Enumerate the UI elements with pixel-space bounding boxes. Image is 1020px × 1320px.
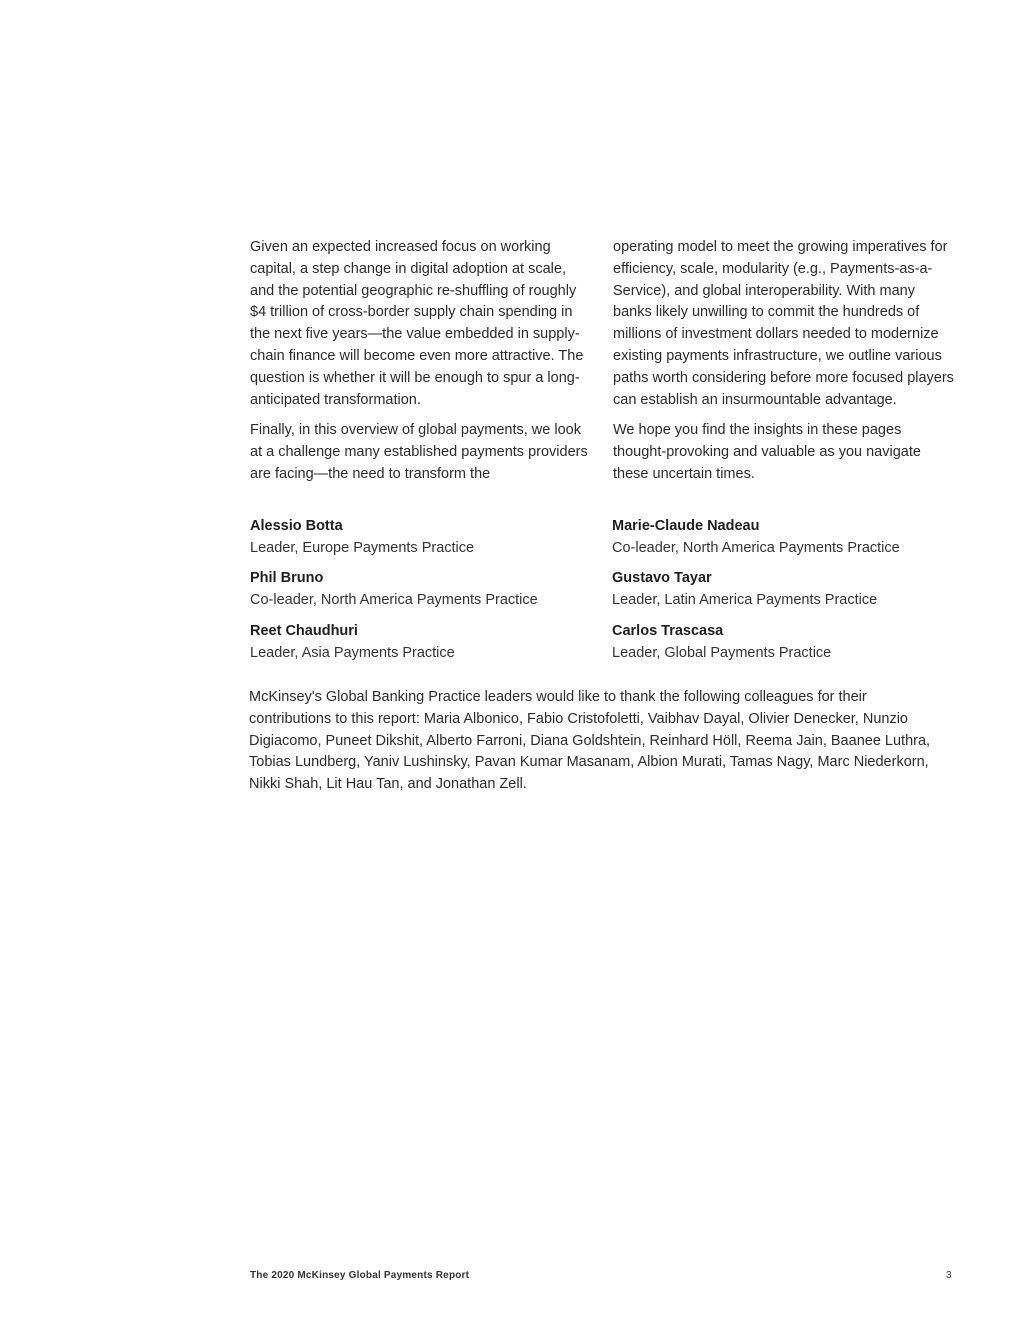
author-name: Reet Chaudhuri bbox=[250, 623, 358, 639]
author-role: Co-leader, North America Payments Practice bbox=[250, 591, 538, 608]
author-block bbox=[612, 568, 972, 612]
author-role: Co-leader, North America Payments Practice bbox=[612, 539, 900, 556]
body-column-left bbox=[250, 237, 592, 495]
author-role: Leader, Latin America Payments Practice bbox=[612, 591, 878, 608]
page-number: 3 bbox=[946, 1270, 952, 1281]
author-role: Leader, Asia Payments Practice bbox=[250, 644, 455, 661]
author-role: Leader, Global Payments Practice bbox=[612, 644, 832, 661]
body-column-right bbox=[613, 237, 955, 495]
body-paragraph: Finally, in this overview of global payments, we look at a challenge many established payments providers are facing—the need to transform the bbox=[250, 422, 588, 482]
author-name: Alessio Botta bbox=[250, 518, 343, 534]
footer-report-title: The 2020 McKinsey Global Payments Report bbox=[250, 1270, 470, 1281]
author-block bbox=[250, 621, 610, 665]
author-block bbox=[612, 516, 972, 560]
body-paragraph: We hope you find the insights in these pages thought-provoking and valuable as you navigate these uncertain times. bbox=[613, 422, 921, 482]
author-block bbox=[612, 621, 972, 665]
acknowledgement-paragraph: McKinsey's Global Banking Practice leaders would like to thank the following colleagues for their contributions to this report: Maria Albonico, Fabio Cristofoletti, Vaibhav Dayal, Olivier Denecker, Nunzio Digiacomo, Puneet Dikshit, Alberto Farroni, Diana Goldshtein, Reinhard Höll, Reema Jain, Baanee Luthra, Tobias Lundberg, Yaniv Lushinsky, Pavan Kumar Masanam, Albion Murati, Tamas Nagy, Marc Niederkorn, Nikki Shah, Lit Hau Tan, and Jonathan Zell. bbox=[249, 689, 931, 793]
body-paragraph: operating model to meet the growing imperatives for efficiency, scale, modularity (e.g., Payments-as-a-Service), and global interoperability. With many banks likely unwilling to commit the hundreds of millions of investment dollars needed to modernize existing payments infrastructure, we outline various paths worth considering before more focused players can establish an insurmountable advantage. bbox=[613, 239, 954, 408]
author-name: Carlos Trascasa bbox=[612, 623, 724, 639]
author-block bbox=[250, 568, 610, 612]
author-role: Leader, Europe Payments Practice bbox=[250, 539, 475, 556]
author-block bbox=[250, 516, 610, 560]
author-name: Phil Bruno bbox=[250, 570, 324, 586]
author-name: Gustavo Tayar bbox=[612, 570, 712, 586]
author-name: Marie-Claude Nadeau bbox=[612, 518, 760, 534]
body-paragraph: Given an expected increased focus on working capital, a step change in digital adoption at scale, and the potential geographic re-shuffling of roughly $4 trillion of cross-border supply chain spending in the next five years—the value embedded in supply-chain finance will become even more attractive. The question is whether it will be enough to spur a long-anticipated transformation. bbox=[250, 239, 584, 408]
